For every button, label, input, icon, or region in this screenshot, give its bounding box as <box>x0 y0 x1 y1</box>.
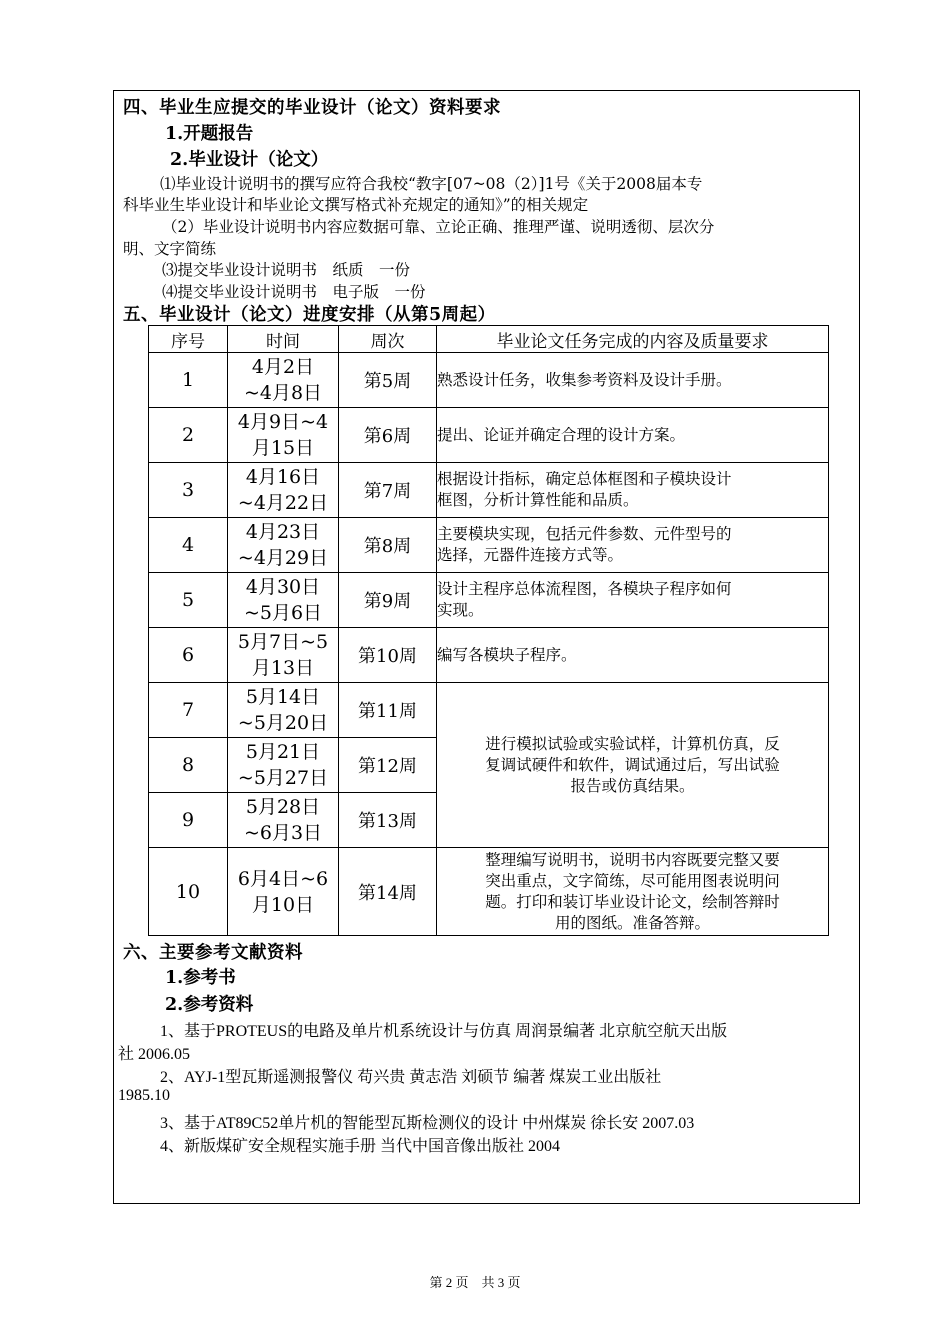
table-row <box>149 408 829 463</box>
table-header-row <box>149 326 829 353</box>
section4-p1-line1: ⑴毕业设计说明书的撰写应符合我校“教字[07~08（2）]1号《关于2008届本专 <box>160 175 703 193</box>
reference-3: 3、基于AT89C52单片机的智能型瓦斯检测仪的设计 中州煤炭 徐长安 2007.03 <box>160 1115 695 1132</box>
section6-title: 六、主要参考文献资料 <box>123 943 303 963</box>
row-desc: 熟悉设计任务，收集参考资料及设计手册。 <box>437 353 829 408</box>
row-week: 第5周 <box>339 353 437 408</box>
row-desc: 主要模块实现，包括元件参数、元件型号的 选择，元器件连接方式等。 <box>437 518 829 573</box>
reference-1-cont: 社 2006.05 <box>118 1046 191 1063</box>
row-desc: 提出、论证并确定合理的设计方案。 <box>437 408 829 463</box>
row-time: 4月2日 ~4月8日 <box>228 353 339 408</box>
row-time: 4月23日 ~4月29日 <box>228 518 339 573</box>
section6-item1: 1.参考书 <box>165 968 236 988</box>
row-no: 5 <box>149 573 228 628</box>
row-time: 4月16日 ~4月22日 <box>228 463 339 518</box>
table-row <box>149 463 829 518</box>
schedule-table <box>148 325 829 936</box>
header-content: 毕业论文任务完成的内容及质量要求 <box>437 326 829 353</box>
section4-item1: 1.开题报告 <box>165 124 254 144</box>
reference-4: 4、新版煤矿安全规程实施手册 当代中国音像出版社 2004 <box>160 1138 561 1155</box>
row-no: 6 <box>149 628 228 683</box>
row-no: 4 <box>149 518 228 573</box>
row-week: 第7周 <box>339 463 437 518</box>
reference-1: 1、基于PROTEUS的电路及单片机系统设计与仿真 周润景编著 北京航空航天出版 <box>160 1023 728 1040</box>
page-number: 第 2 页 共 3 页 <box>429 1275 521 1290</box>
table-row <box>149 573 829 628</box>
table-row <box>149 518 829 573</box>
row-week: 第6周 <box>339 408 437 463</box>
table-row <box>149 848 829 936</box>
row-desc: 根据设计指标，确定总体框图和子模块设计 框图，分析计算性能和品质。 <box>437 463 829 518</box>
table-row <box>149 353 829 408</box>
row-week: 第12周 <box>339 738 437 793</box>
section4-item2: 2.毕业设计（论文） <box>170 150 329 170</box>
row-week: 第11周 <box>339 683 437 738</box>
row-time: 4月9日~4 月15日 <box>228 408 339 463</box>
row-desc: 编写各模块子程序。 <box>437 628 829 683</box>
header-week: 周次 <box>339 326 437 353</box>
row-week: 第13周 <box>339 793 437 848</box>
row-no: 8 <box>149 738 228 793</box>
row-week: 第9周 <box>339 573 437 628</box>
header-no: 序号 <box>149 326 228 353</box>
row-no: 9 <box>149 793 228 848</box>
reference-2-cont: 1985.10 <box>118 1087 170 1104</box>
section6-item2: 2.参考资料 <box>165 995 254 1015</box>
row-time: 5月14日 ~5月20日 <box>228 683 339 738</box>
row-week: 第14周 <box>339 848 437 936</box>
section4-p2-line2: 明、文字简练 <box>123 240 217 258</box>
header-time: 时间 <box>228 326 339 353</box>
row-time: 5月7日~5 月13日 <box>228 628 339 683</box>
row-no: 3 <box>149 463 228 518</box>
row-time: 4月30日 ~5月6日 <box>228 573 339 628</box>
reference-2: 2、AYJ-1型瓦斯遥测报警仪 苟兴贵 黄志浩 刘硕节 编著 煤炭工业出版社 <box>160 1069 662 1086</box>
row-week: 第10周 <box>339 628 437 683</box>
section4-title: 四、毕业生应提交的毕业设计（论文）资料要求 <box>123 98 501 118</box>
row-no: 10 <box>149 848 228 936</box>
row-time: 5月28日 ~6月3日 <box>228 793 339 848</box>
section4-p3: ⑶提交毕业设计说明书 纸质 一份 <box>162 261 411 279</box>
row-no: 2 <box>149 408 228 463</box>
row-no: 1 <box>149 353 228 408</box>
table-row <box>149 628 829 683</box>
row-week: 第8周 <box>339 518 437 573</box>
last-desc: 整理编写说明书，说明书内容既要完整又要 突出重点，文字简练，尽可能用图表说明问 题。打印和装订毕业设计论文，绘制答辩时 用的图纸。准备答辩。 <box>437 848 829 936</box>
section4-p2-line1: （2）毕业设计说明书内容应数据可靠、立论正确、推理严谨、说明透彻、层次分 <box>162 218 715 236</box>
row-time: 6月4日~6 月10日 <box>228 848 339 936</box>
row-desc: 设计主程序总体流程图，各模块子程序如何 实现。 <box>437 573 829 628</box>
section4-p1-line2: 科毕业生毕业设计和毕业论文撰写格式补充规定的通知》”的相关规定 <box>123 196 589 214</box>
section4-p4: ⑷提交毕业设计说明书 电子版 一份 <box>162 283 426 301</box>
row-no: 7 <box>149 683 228 738</box>
section5-title: 五、毕业设计（论文）进度安排（从第5周起） <box>123 305 496 325</box>
merged-desc: 进行模拟试验或实验试样，计算机仿真，反 复调试硬件和软件，调试通过后，写出试验 报告或仿真结果。 <box>437 683 829 848</box>
table-row <box>149 683 829 738</box>
row-time: 5月21日 ~5月27日 <box>228 738 339 793</box>
